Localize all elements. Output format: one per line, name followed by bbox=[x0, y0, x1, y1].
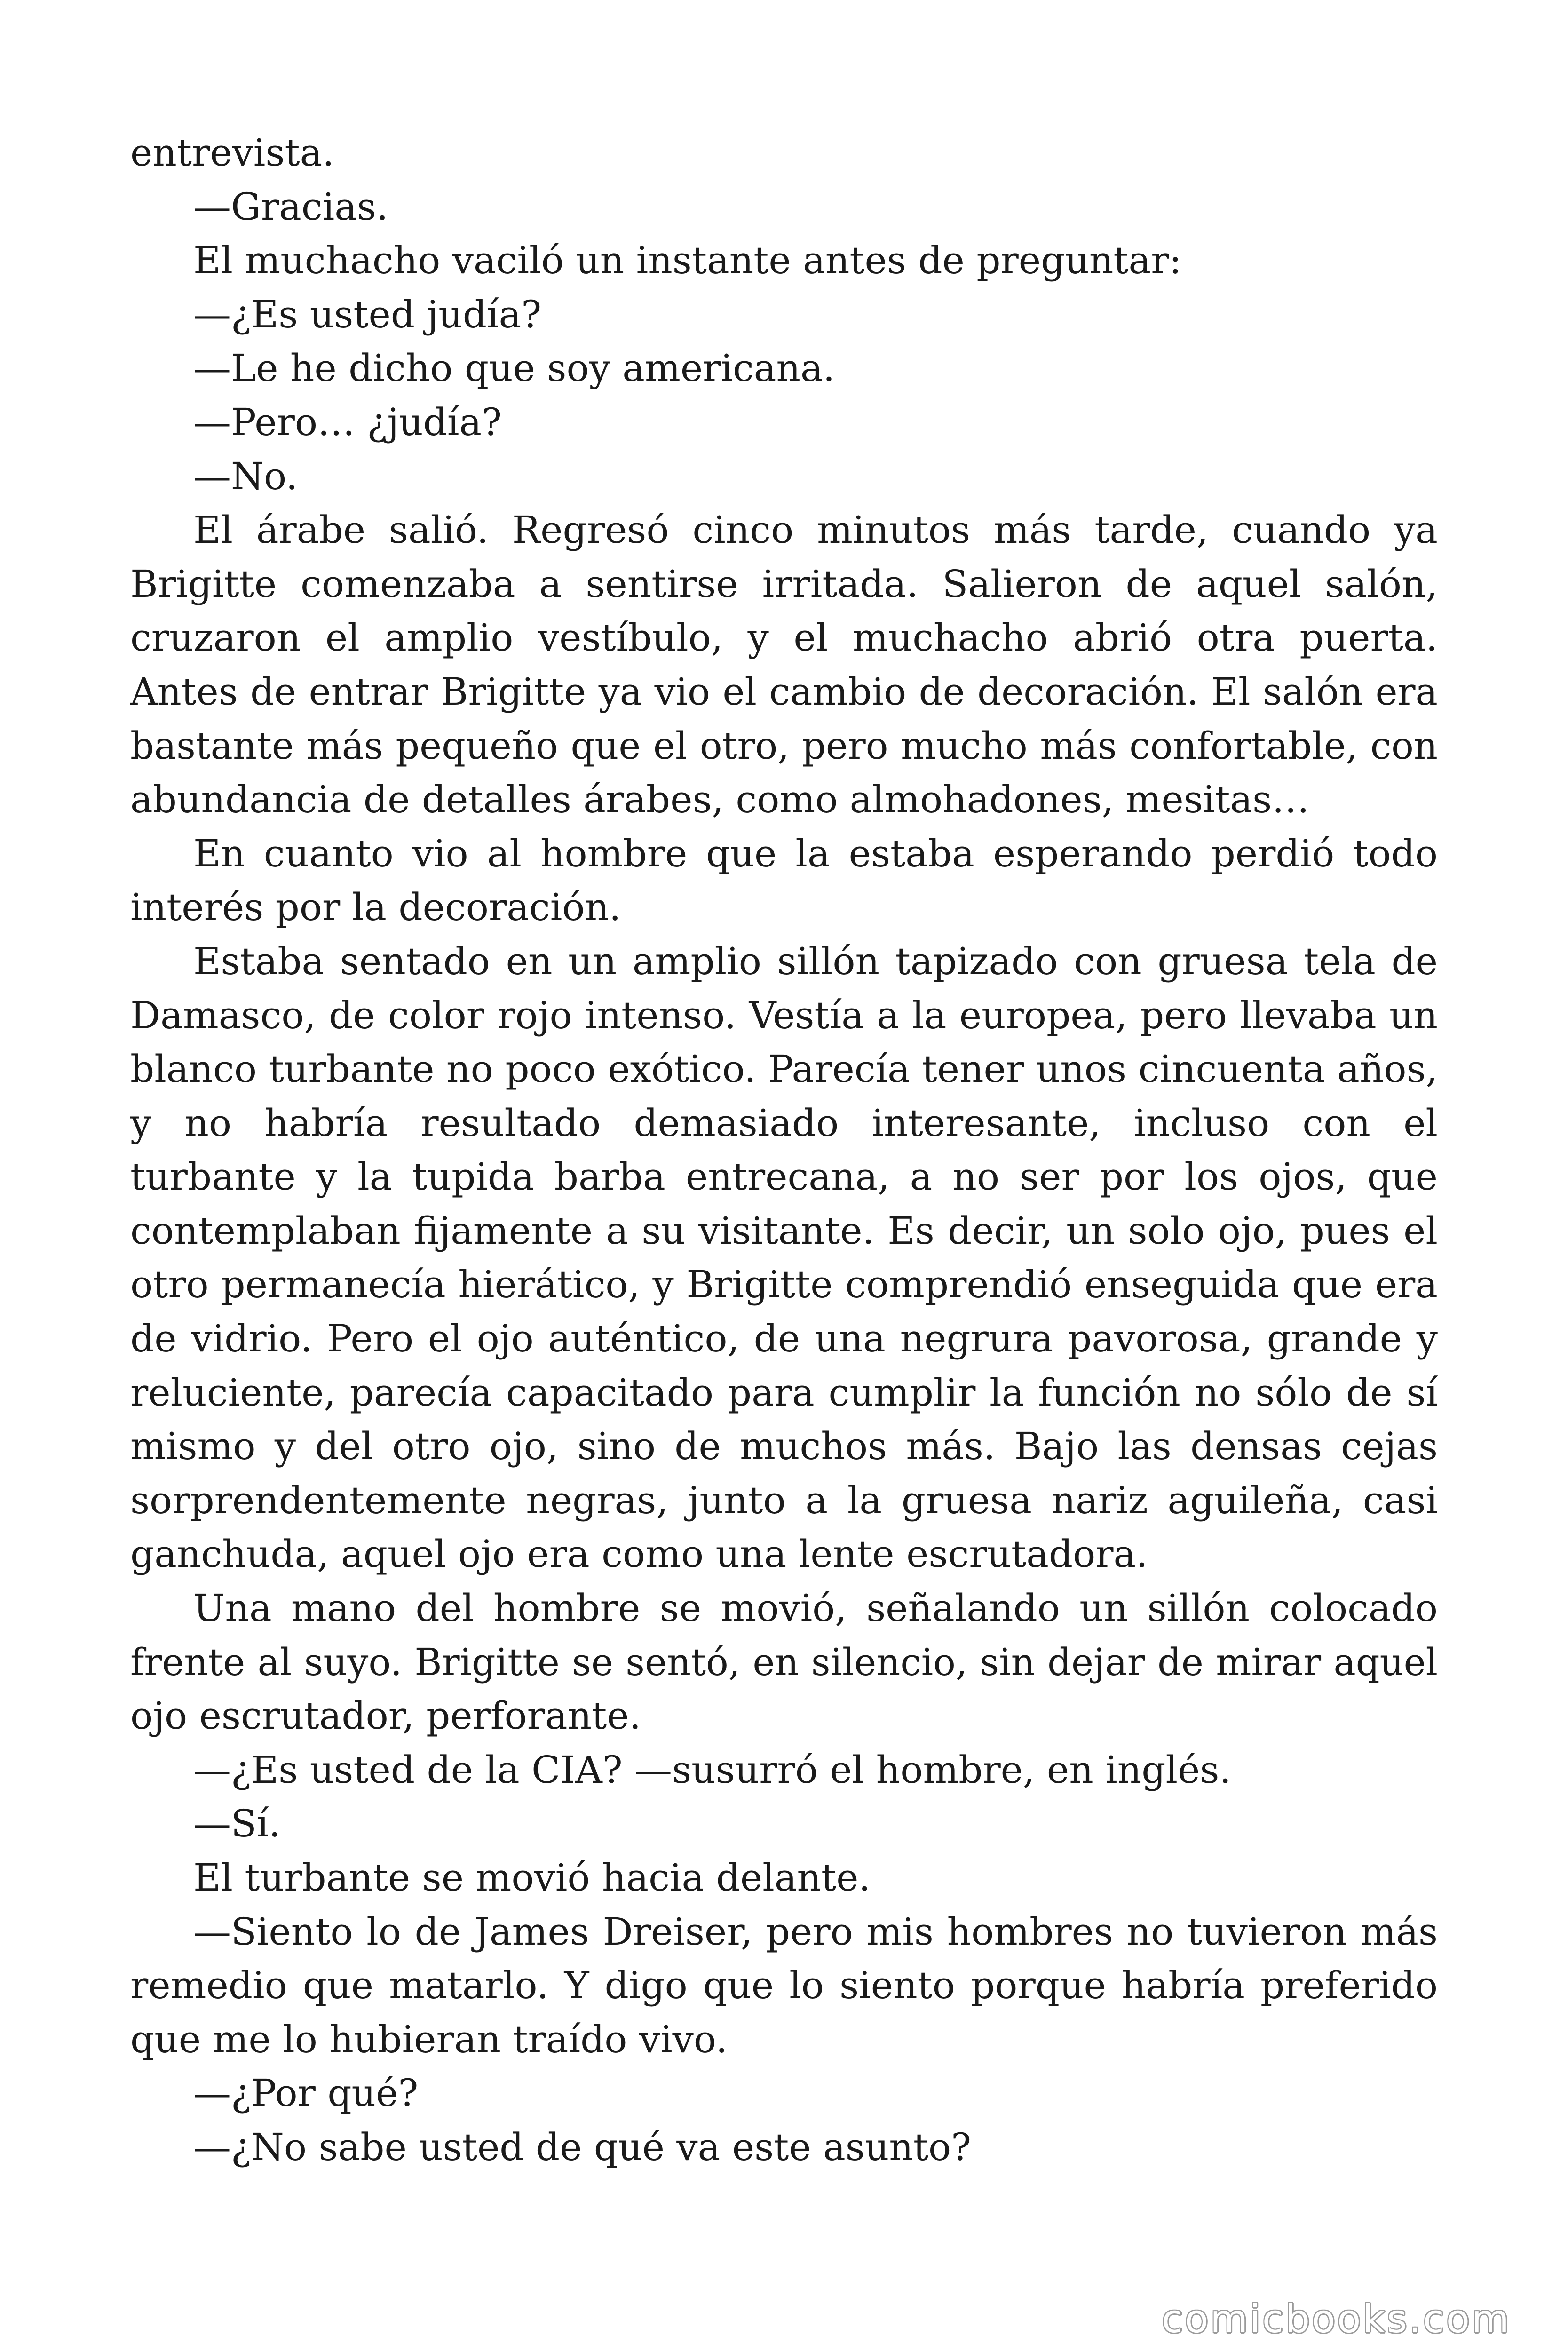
text-line: Brigitte comenzaba a sentirse irritada. Salieron de aquel salón, bbox=[130, 562, 1438, 606]
text-line: —¿Es usted de la CIA? —susurró el hombre, en inglés. bbox=[193, 1748, 1231, 1792]
text-line: ojo escrutador, perforante. bbox=[130, 1694, 641, 1738]
text-line: interés por la decoración. bbox=[130, 885, 621, 930]
text-line: entrevista. bbox=[130, 131, 334, 175]
text-line: frente al suyo. Brigitte se sentó, en silencio, sin dejar de mirar aquel bbox=[130, 1640, 1438, 1684]
text-line: Damasco, de color rojo intenso. Vestía a la europea, pero llevaba un bbox=[130, 993, 1438, 1037]
text-line: turbante y la tupida barba entrecana, a no ser por los ojos, que bbox=[130, 1155, 1438, 1199]
watermark: comicbooks.com bbox=[1162, 2297, 1511, 2342]
text-line: —Gracias. bbox=[193, 184, 388, 229]
text-line: —Siento lo de James Dreiser, pero mis hombres no tuvieron más bbox=[193, 1909, 1438, 1954]
text-line: contemplaban fijamente a su visitante. Es decir, un solo ojo, pues el bbox=[130, 1208, 1438, 1253]
text-line: Una mano del hombre se movió, señalando un sillón colocado bbox=[193, 1586, 1438, 1630]
text-line: —¿Es usted judía? bbox=[193, 292, 542, 336]
text-line: abundancia de detalles árabes, como almohadones, mesitas… bbox=[130, 778, 1310, 822]
text-line: reluciente, parecía capacitado para cumplir la función no sólo de sí bbox=[130, 1370, 1438, 1414]
text-line: bastante más pequeño que el otro, pero mucho más confortable, con bbox=[130, 723, 1438, 768]
text-line: —Sí. bbox=[193, 1802, 281, 1846]
text-line: El muchacho vaciló un instante antes de preguntar: bbox=[193, 238, 1182, 283]
text-line: otro permanecía hierático, y Brigitte comprendió enseguida que era bbox=[130, 1263, 1438, 1307]
text-line: Estaba sentado en un amplio sillón tapizado con gruesa tela de bbox=[193, 939, 1438, 983]
body-text bbox=[130, 126, 1438, 2175]
text-line: —Pero… ¿judía? bbox=[193, 400, 502, 444]
text-line: sorprendentemente negras, junto a la gruesa nariz aguileña, casi bbox=[130, 1478, 1438, 1522]
text-line: de vidrio. Pero el ojo auténtico, de una negrura pavorosa, grande y bbox=[130, 1317, 1438, 1361]
text-line: que me lo hubieran traído vivo. bbox=[130, 2017, 728, 2061]
text-line: —Le he dicho que soy americana. bbox=[193, 346, 835, 390]
text-line: y no habría resultado demasiado interesante, incluso con el bbox=[130, 1101, 1438, 1145]
text-line: En cuanto vio al hombre que la estaba esperando perdió todo bbox=[193, 831, 1438, 875]
text-line: mismo y del otro ojo, sino de muchos más. Bajo las densas cejas bbox=[130, 1424, 1438, 1469]
text-line: El turbante se movió hacia delante. bbox=[193, 1856, 871, 1899]
text-line: Antes de entrar Brigitte ya vio el cambio de decoración. El salón era bbox=[130, 669, 1438, 714]
text-line: —¿No sabe usted de qué va este asunto? bbox=[193, 2125, 972, 2169]
text-line: blanco turbante no poco exótico. Parecía tener unos cincuenta años, bbox=[130, 1047, 1438, 1091]
text-line: El árabe salió. Regresó cinco minutos más tarde, cuando ya bbox=[193, 508, 1438, 552]
text-line: —No. bbox=[193, 454, 298, 498]
text-line: remedio que matarlo. Y digo que lo siento porque habría preferido bbox=[130, 1963, 1438, 2008]
text-line: ganchuda, aquel ojo era como una lente escrutadora. bbox=[130, 1532, 1148, 1576]
text-line: —¿Por qué? bbox=[193, 2071, 419, 2115]
text-line: cruzaron el amplio vestíbulo, y el muchacho abrió otra puerta. bbox=[130, 616, 1438, 660]
